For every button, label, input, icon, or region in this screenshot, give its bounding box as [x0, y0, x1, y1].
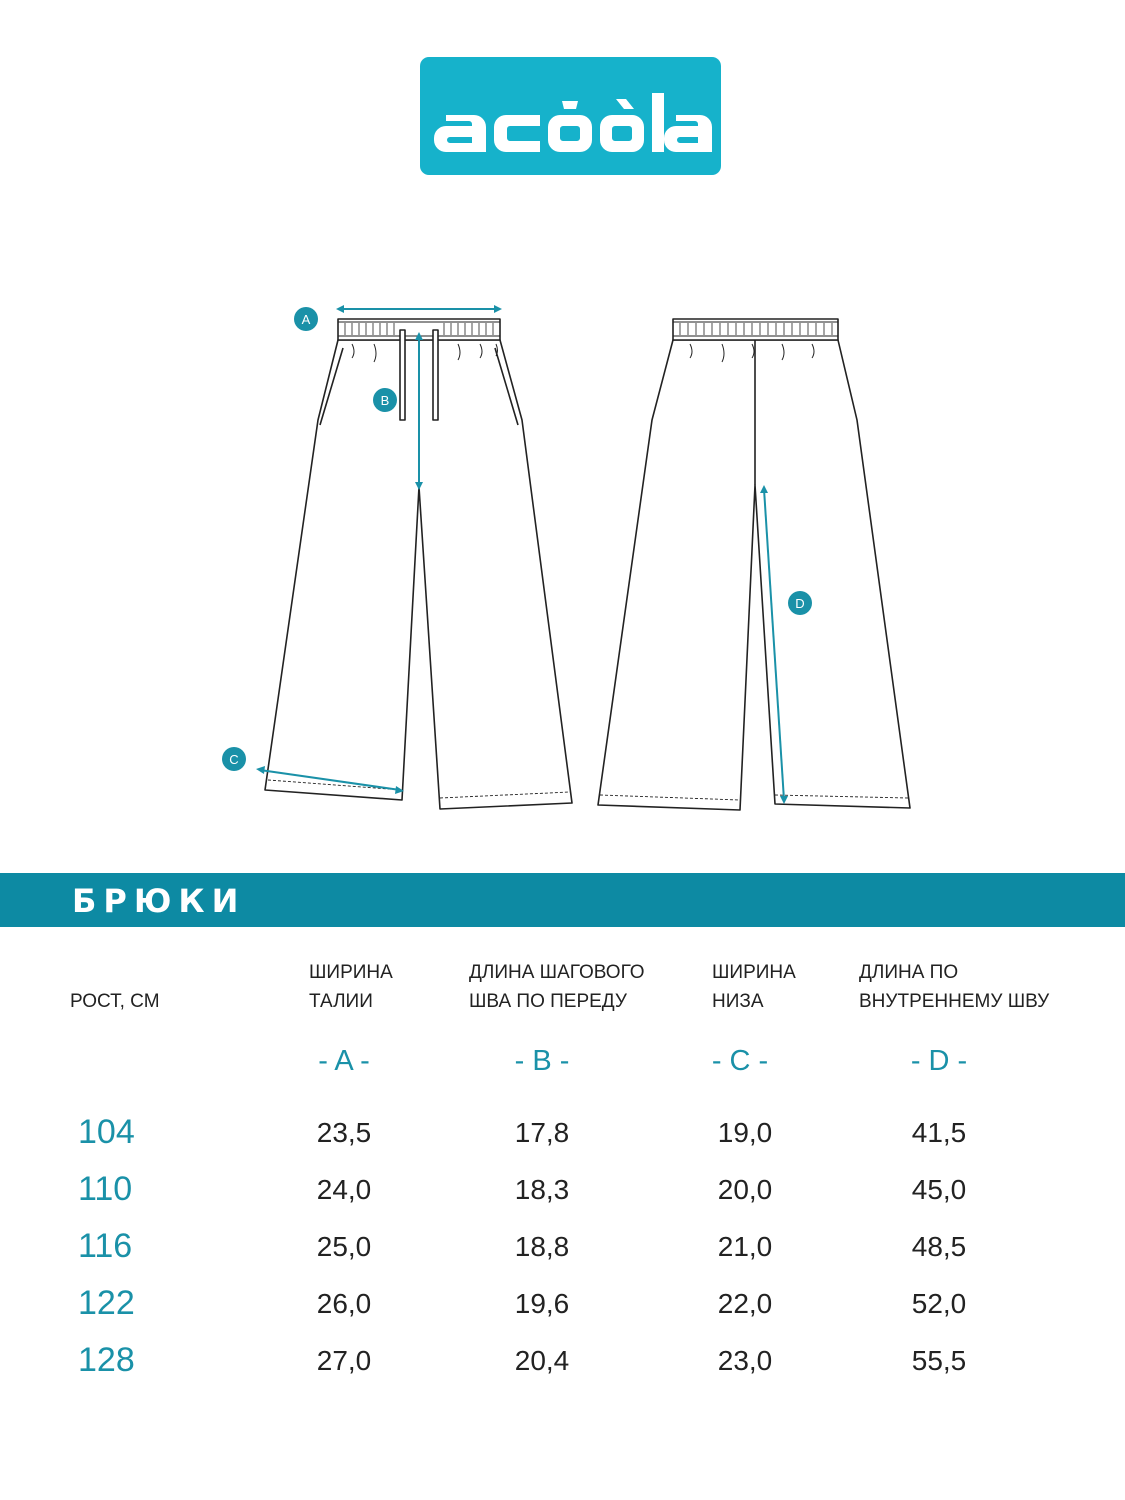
- brand-logo: [420, 57, 721, 175]
- table-cell: 55,5: [911, 1345, 967, 1376]
- col-a-title-line1: ШИРИНА: [309, 962, 393, 983]
- row-height: 116: [78, 1227, 133, 1265]
- section-title: БРЮКИ: [72, 882, 246, 920]
- col-c-title-line1: ШИРИНА: [712, 962, 796, 983]
- col-d-letter: - D -: [910, 1045, 968, 1077]
- col-d-title-line1: ДЛИНА ПО: [859, 962, 959, 983]
- table-cell: 24,0: [316, 1174, 372, 1205]
- row-height: 122: [78, 1284, 135, 1322]
- table-cell: 45,0: [911, 1174, 967, 1205]
- row-height: 128: [78, 1341, 135, 1379]
- drawstring-right: [433, 330, 438, 420]
- col-d-title-line2: ВНУТРЕННЕМУ ШВУ: [859, 991, 1050, 1012]
- table-cell: 23,0: [717, 1345, 773, 1376]
- row-header: РОСТ, СМ: [70, 991, 160, 1012]
- pants-technical-drawing: [0, 290, 1125, 820]
- drawstring-left: [400, 330, 405, 420]
- table-cell: 41,5: [911, 1117, 967, 1148]
- acoola-logo-mark: [420, 57, 721, 175]
- table-cell: 25,0: [316, 1231, 372, 1262]
- marker-b-icon: [373, 388, 397, 412]
- table-cell: 21,0: [717, 1231, 773, 1262]
- col-b-title-line1: ДЛИНА ШАГОВОГО: [469, 962, 645, 983]
- col-b-title-line2: ШВА ПО ПЕРЕДУ: [469, 991, 627, 1012]
- col-c-title-line2: НИЗА: [712, 991, 764, 1012]
- table-cell: 52,0: [911, 1288, 967, 1319]
- table-cell: 19,6: [514, 1288, 570, 1319]
- col-a-title-line2: ТАЛИИ: [309, 991, 373, 1012]
- table-cell: 26,0: [316, 1288, 372, 1319]
- back-legs: [598, 340, 910, 810]
- marker-a-icon: [294, 307, 318, 331]
- col-a-letter: - A -: [318, 1045, 370, 1077]
- col-b-letter: - B -: [514, 1045, 570, 1077]
- table-cell: 18,8: [514, 1231, 570, 1262]
- row-height: 110: [78, 1170, 133, 1208]
- svg-text:D: D: [795, 596, 805, 611]
- table-cell: 27,0: [316, 1345, 372, 1376]
- pants-back-view: [598, 319, 910, 810]
- table-cell: 23,5: [316, 1117, 372, 1148]
- table-cell: 17,8: [514, 1117, 570, 1148]
- table-cell: 20,4: [514, 1345, 570, 1376]
- svg-text:A: A: [301, 312, 311, 327]
- section-banner: [0, 873, 1125, 927]
- table-cell: 22,0: [717, 1288, 773, 1319]
- table-cell: 20,0: [717, 1174, 773, 1205]
- marker-c-icon: [222, 747, 246, 771]
- table-cell: 48,5: [911, 1231, 967, 1262]
- svg-text:C: C: [229, 752, 239, 767]
- table-cell: 18,3: [514, 1174, 570, 1205]
- marker-d-icon: [788, 591, 812, 615]
- col-c-letter: - C -: [711, 1045, 769, 1077]
- table-cell: 19,0: [717, 1117, 773, 1148]
- row-height: 104: [78, 1113, 135, 1151]
- svg-text:B: B: [380, 393, 390, 408]
